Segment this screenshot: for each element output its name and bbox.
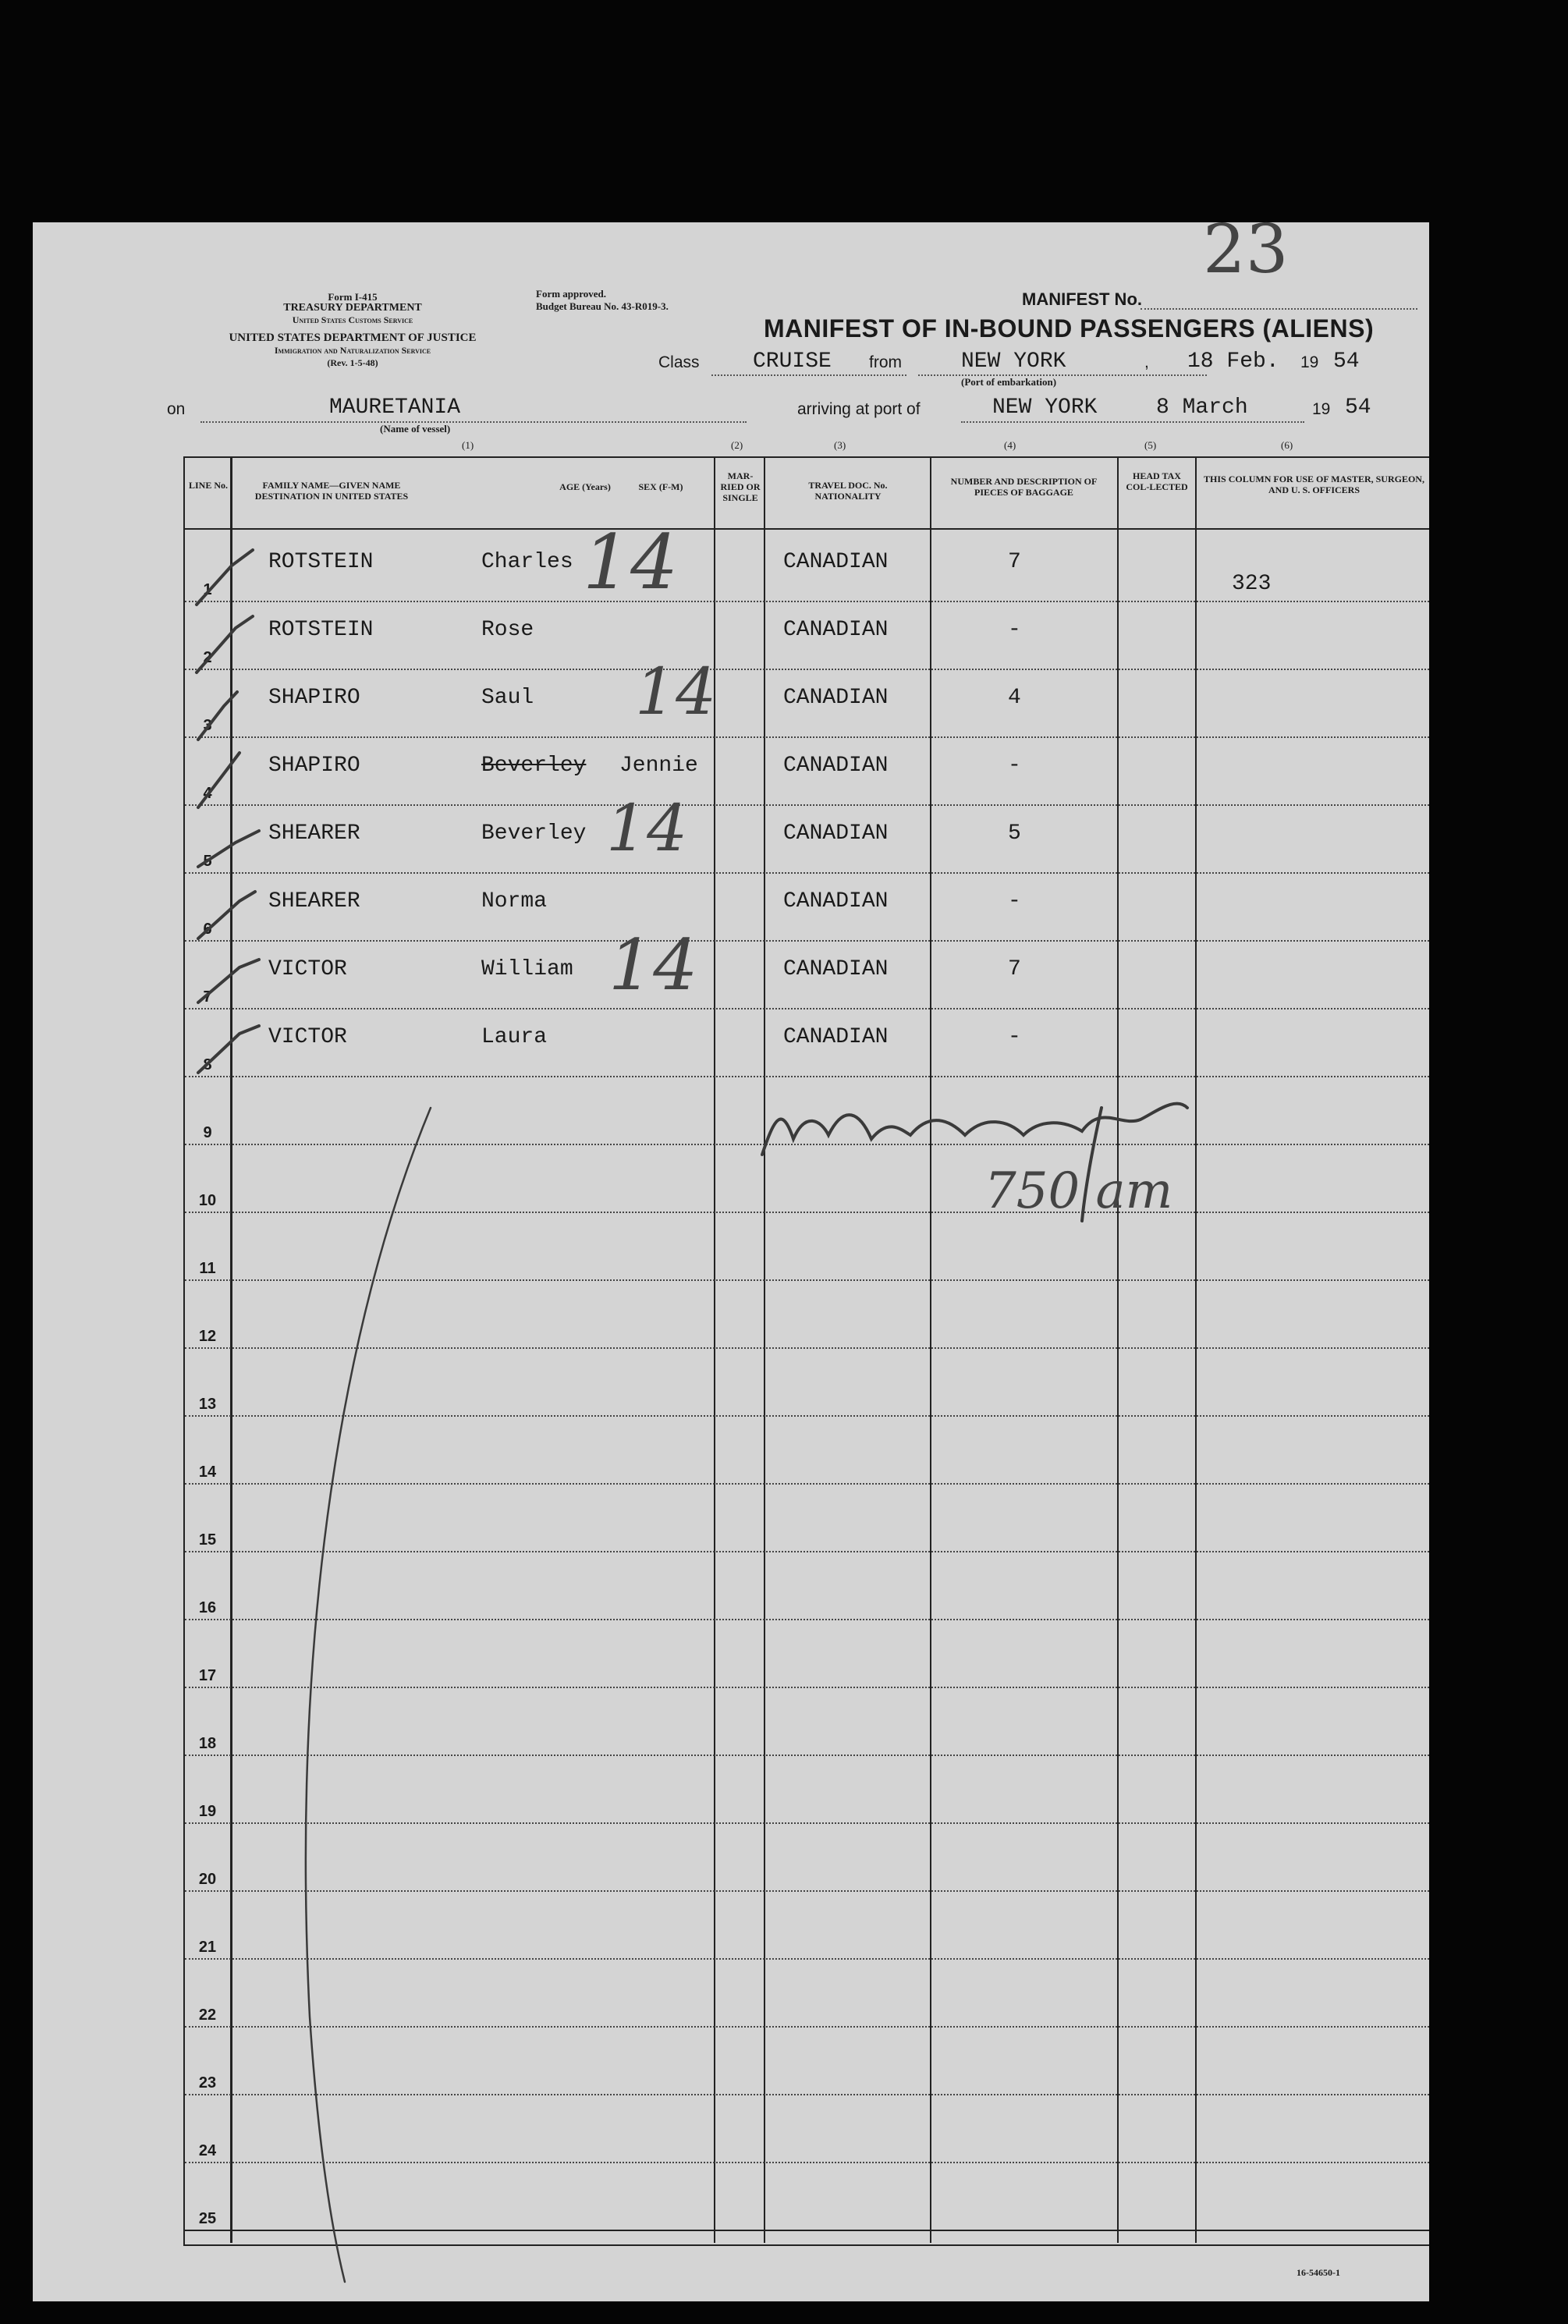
line-number: 19 [198, 1803, 217, 1820]
budget-bureau: Budget Bureau No. 43-R019-3. [536, 300, 669, 312]
col-header-officers: THIS COLUMN FOR USE OF MASTER, SURGEON, AND U. S. OFFICERS [1204, 474, 1424, 495]
col-num-6: (6) [1281, 439, 1293, 451]
passenger-baggage: - [1008, 889, 1021, 914]
passenger-nationality: CANADIAN [783, 618, 889, 642]
line-number: 3 [203, 717, 212, 734]
passenger-family-name: VICTOR [268, 1025, 347, 1049]
passenger-family-name: ROTSTEIN [268, 550, 374, 574]
passenger-baggage: 7 [1008, 957, 1021, 981]
line-number: 2 [203, 649, 212, 666]
line-number: 1 [203, 581, 212, 598]
passenger-given-name: William [481, 957, 573, 981]
passenger-baggage: 7 [1008, 550, 1021, 574]
col-header-travel-doc: TRAVEL DOC. No. NATIONALITY [808, 480, 888, 502]
line-number: 12 [198, 1328, 217, 1345]
form-number: 16-54650-1 [1297, 2267, 1340, 2278]
vessel-caption: (Name of vessel) [380, 423, 451, 435]
col-header-name: FAMILY NAME—GIVEN NAME DESTINATION IN UNITED STATES [254, 480, 409, 502]
page-title: MANIFEST OF IN-BOUND PASSENGERS (ALIENS) [764, 314, 1375, 342]
line-number: 6 [203, 921, 212, 938]
passenger-baggage: 4 [1008, 686, 1021, 710]
approved-line: Form approved. [536, 288, 607, 300]
line-number: 10 [198, 1192, 217, 1209]
check-mark [198, 753, 239, 807]
handwriting-overlay [33, 222, 1429, 2301]
check-mark [198, 1026, 259, 1073]
line-number: 7 [203, 988, 212, 1006]
depart-year-prefix: 19 [1300, 353, 1319, 371]
ins-title: Immigration and Naturalization Service [274, 345, 431, 356]
line-number: 20 [198, 1871, 217, 1888]
passenger-given-name: Saul [481, 686, 534, 710]
passenger-baggage: - [1008, 754, 1021, 778]
line-number: 5 [203, 853, 212, 870]
passenger-nationality: CANADIAN [783, 821, 889, 846]
arrival-date: 8 March [1156, 396, 1248, 420]
passenger-given-name: Laura [481, 1025, 548, 1049]
check-mark [197, 550, 253, 605]
col-header-baggage: NUMBER AND DESCRIPTION OF PIECES OF BAGGAGE [950, 476, 1098, 498]
col-num-1: (1) [462, 439, 474, 451]
passenger-family-name: SHEARER [268, 889, 360, 914]
depart-date: 18 Feb. [1187, 349, 1279, 374]
check-mark [198, 831, 259, 867]
line-number: 9 [203, 1124, 212, 1141]
manifest-no-value: 23 [1203, 211, 1289, 289]
port-embark-caption: (Port of embarkation) [961, 376, 1057, 388]
passenger-given-name: Rose [481, 618, 534, 642]
manifest-sheet [33, 211, 1429, 2301]
passenger-nationality: CANADIAN [783, 957, 889, 981]
col-header-head-tax: HEAD TAX COL-LECTED [1126, 470, 1188, 492]
age-mark: 14 [583, 519, 679, 606]
from-label: from [869, 353, 902, 371]
passenger-family-name: VICTOR [268, 957, 347, 981]
revision: (Rev. 1-5-48) [327, 357, 378, 368]
passenger-nationality: CANADIAN [783, 1025, 889, 1049]
arrival-year-prefix: 19 [1312, 400, 1331, 418]
check-mark [197, 616, 253, 672]
col-header-sex: SEX (F-M) [638, 481, 683, 492]
time-note: 750 am [984, 1162, 1173, 1220]
sweeping-line [306, 1108, 431, 2282]
line-number: 14 [198, 1464, 217, 1481]
col-num-5: (5) [1144, 439, 1157, 451]
age-mark: 14 [635, 655, 717, 729]
check-mark [198, 692, 237, 740]
customs-service: United States Customs Service [292, 314, 413, 325]
passenger-nationality: CANADIAN [783, 889, 889, 914]
line-number: 22 [198, 2006, 217, 2024]
manifest-no-label: MANIFEST No. [1022, 289, 1142, 309]
arriving-label: arriving at port of [797, 400, 921, 418]
comma: , [1144, 353, 1149, 371]
line-number: 17 [198, 1667, 217, 1684]
officer-note: 323 [1232, 572, 1272, 596]
signature-scribble [762, 1104, 1187, 1155]
passenger-baggage: - [1008, 618, 1021, 642]
doj-title: UNITED STATES DEPARTMENT OF JUSTICE [229, 332, 477, 344]
col-num-2: (2) [731, 439, 743, 451]
line-number: 24 [198, 2142, 217, 2159]
col-header-line-no: LINE No. [188, 480, 228, 491]
arrival-year: 54 [1345, 396, 1371, 420]
age-mark: 14 [606, 792, 688, 866]
line-number: 15 [198, 1531, 217, 1549]
passenger-baggage: - [1008, 1025, 1021, 1049]
passenger-given-name: Charles [481, 550, 573, 574]
class-value: CRUISE [753, 349, 832, 374]
passenger-family-name: SHEARER [268, 821, 360, 846]
passenger-baggage: 5 [1008, 821, 1021, 846]
age-mark: 14 [608, 924, 698, 1006]
col-num-4: (4) [1004, 439, 1016, 451]
treasury-dept: TREASURY DEPARTMENT [283, 302, 422, 314]
line-number: 16 [198, 1599, 217, 1616]
line-number: 4 [203, 785, 212, 802]
passenger-family-name: ROTSTEIN [268, 618, 374, 642]
passenger-given-name: Jennie [619, 754, 698, 778]
on-label: on [167, 400, 186, 418]
passenger-given-name-struck: Beverley [481, 754, 587, 778]
passenger-nationality: CANADIAN [783, 686, 889, 710]
check-mark [198, 960, 259, 1002]
col-header-age: AGE (Years) [559, 481, 611, 492]
line-number: 21 [198, 1939, 217, 1956]
line-number: 23 [198, 2074, 217, 2092]
line-number: 11 [199, 1260, 216, 1277]
embark-port: NEW YORK [961, 349, 1066, 374]
check-mark [198, 892, 255, 938]
form-id: Form I-415 [328, 291, 378, 303]
class-label: Class [658, 353, 700, 371]
line-number: 8 [203, 1056, 212, 1073]
line-number: 13 [198, 1396, 217, 1413]
col-num-3: (3) [834, 439, 846, 451]
passenger-nationality: CANADIAN [783, 550, 889, 574]
line-number: 25 [198, 2210, 217, 2227]
passenger-given-name: Norma [481, 889, 548, 914]
passenger-family-name: SHAPIRO [268, 754, 360, 778]
passenger-family-name: SHAPIRO [268, 686, 360, 710]
vessel-name: MAURETANIA [329, 396, 461, 420]
col-header-married: MAR-RIED OR SINGLE [720, 470, 761, 503]
depart-year: 54 [1333, 349, 1360, 374]
passenger-given-name: Beverley [481, 821, 587, 846]
arrival-port: NEW YORK [992, 396, 1098, 420]
passenger-nationality: CANADIAN [783, 754, 889, 778]
line-number: 18 [198, 1735, 217, 1752]
